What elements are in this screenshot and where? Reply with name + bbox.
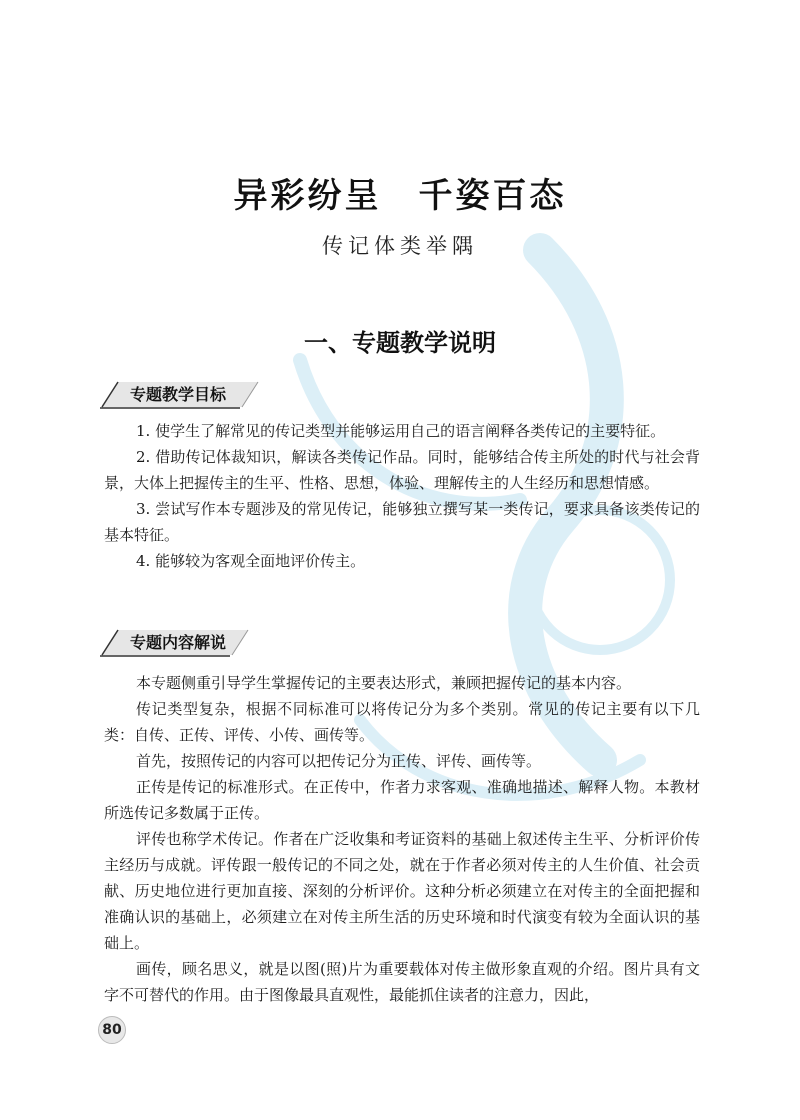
paragraph: 评传也称学术传记。作者在广泛收集和考证资料的基础上叙述传主生平、分析评价传主经历与成就。评传跟一般传记的不同之处，就在于作者必须对传主的人生价值、社会贡献、历史地位进行更加直接、深刻的分析评价。这种分析必须建立在对传主的全面把握和准确认识的基础上，必须建立在对传主所生活的历史环境和时代演变有较为全面认识的基础上。 [104, 830, 700, 952]
section-heading: 一、专题教学说明 [304, 329, 496, 357]
section-label-goals [100, 380, 260, 410]
page-number: 80 [98, 1016, 126, 1044]
paragraph: 画传，顾名思义，就是以图(照)片为重要载体对传主做形象直观的介绍。图片具有文字不可替代的作用。由于图像最具直观性，最能抓住读者的注意力，因此， [104, 960, 700, 1004]
goals-content [104, 418, 700, 574]
paragraph: 传记类型复杂，根据不同标准可以将传记分为多个类别。常见的传记主要有以下几类：自传、正传、评传、小传、画传等。 [104, 700, 700, 744]
section-label-content [100, 628, 250, 658]
goal-item: 4. 能够较为客观全面地评价传主。 [136, 552, 366, 570]
page-subtitle: 传记体类举隅 [322, 234, 478, 258]
content-explanation [104, 670, 700, 1008]
paragraph: 正传是传记的标准形式。在正传中，作者力求客观、准确地描述、解释人物。本教材所选传记多数属于正传。 [104, 778, 700, 822]
paragraph: 本专题侧重引导学生掌握传记的主要表达形式，兼顾把握传记的基本内容。 [136, 674, 632, 692]
section-label-text: 专题教学目标 [130, 385, 227, 404]
goal-item: 2. 借助传记体裁知识，解读各类传记作品。同时，能够结合传主所处的时代与社会背景，大体上把握传主的生平、性格、思想，体验、理解传主的人生经历和思想情感。 [104, 448, 700, 492]
section-label-text: 专题内容解说 [130, 633, 227, 652]
goal-item: 3. 尝试写作本专题涉及的常见传记，能够独立撰写某一类传记，要求具备该类传记的基本特征。 [104, 500, 700, 544]
page-title: 异彩纷呈 千姿百态 [233, 176, 567, 216]
goal-item: 1. 使学生了解常见的传记类型并能够运用自己的语言阐释各类传记的主要特征。 [136, 422, 666, 440]
paragraph: 首先，按照传记的内容可以把传记分为正传、评传、画传等。 [136, 752, 542, 770]
